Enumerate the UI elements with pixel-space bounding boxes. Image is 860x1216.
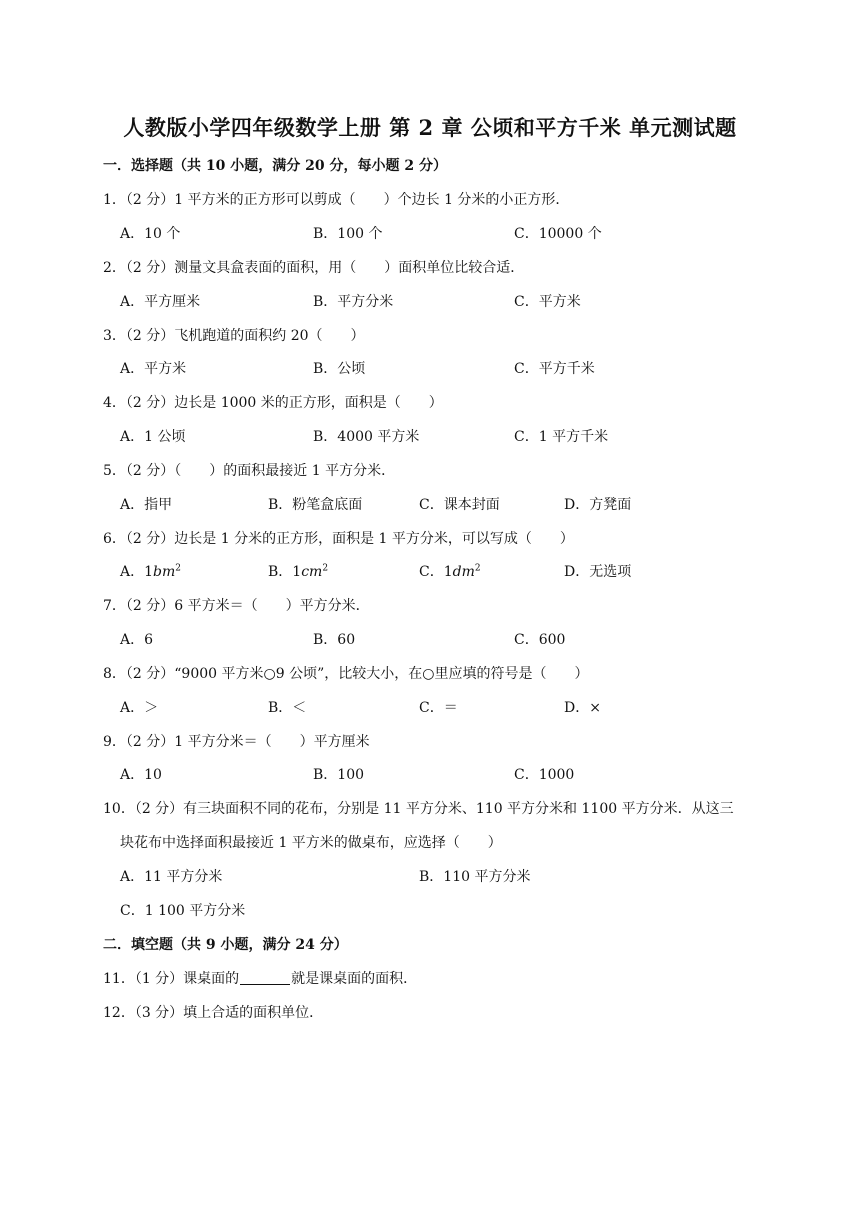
question-2: 2．（2 分）测量文具盒表面的面积，用（ ）面积单位比较合适． [103,260,525,276]
option-5b: B．粉笔盒底面 [268,497,363,513]
option-2a: A．平方厘米 [120,294,201,310]
option-3c: C．平方千米 [514,361,595,377]
question-3: 3．（2 分）飞机跑道的面积约 20（ ） [103,328,365,344]
option-6b: B．$1cm^2$ [268,563,329,580]
option-7b: B．60 [313,632,356,648]
question-9: 9．（2 分）1 平方分米＝（ ）平方厘米 [103,734,370,750]
question-4: 4．（2 分）边长是 1000 米的正方形，面积是（ ） [103,395,443,411]
option-8c: C．＝ [419,700,458,716]
question-7: 7．（2 分）6 平方米＝（ ）平方分米． [103,598,370,614]
question-6: 6．（2 分）边长是 1 分米的正方形，面积是 1 平方分米，可以写成（ ） [103,531,574,547]
option-4b: B．4000 平方米 [313,429,420,445]
question-11: 11．（1 分）课桌面的 就是课桌面的面积． [103,971,418,987]
section-heading-fill: 二．填空题（共 9 小题，满分 24 分） [103,937,348,953]
option-3a: A．平方米 [120,361,187,377]
question-10-line1: 10．（2 分）有三块面积不同的花布，分别是 11 平方分米、110 平方分米和 1100 平方分米．从这三 [103,801,734,817]
document-title: 人教版小学四年级数学上册 第 2 章 公顷和平方千米 单元测试题 [123,115,737,140]
option-5a: A．指甲 [120,497,173,513]
option-1b: B．100 个 [313,226,383,242]
question-12: 12．（3 分）填上合适的面积单位． [103,1005,324,1021]
option-7c: C．600 [514,632,566,648]
option-6c: C．$1dm^2$ [419,563,481,580]
option-1c: C．10000 个 [514,226,602,242]
option-8d: D．× [564,700,601,716]
option-8b: B．＜ [268,700,307,716]
option-9a: A．10 [120,767,162,783]
option-5c: C．课本封面 [419,497,500,513]
option-4c: C．1 平方千米 [514,429,609,445]
question-1: 1．（2 分）1 平方米的正方形可以剪成（ ）个边长 1 分米的小正方形． [103,192,570,208]
option-2c: C．平方米 [514,294,581,310]
option-10a: A．11 平方分米 [120,869,223,885]
option-9b: B．100 [313,767,365,783]
question-10-line2: 块花布中选择面积最接近 1 平方米的做桌布，应选择（ ） [120,835,502,851]
option-1a: A．10 个 [120,226,181,242]
option-8a: A．＞ [120,700,159,716]
option-2b: B．平方分米 [313,294,394,310]
option-7a: A．6 [120,632,154,648]
option-6a: A．$1bm^2$ [120,563,182,580]
answer-blank [240,970,290,985]
section-heading-choice: 一．选择题（共 10 小题，满分 20 分，每小题 2 分） [103,158,447,174]
question-5: 5．（2 分）（ ）的面积最接近 1 平方分米． [103,463,396,479]
option-10c: C．1 100 平方分米 [120,903,246,919]
option-5d: D．方凳面 [564,497,632,513]
option-3b: B．公顷 [313,361,366,377]
option-4a: A．1 公顷 [120,429,186,445]
question-8: 8．（2 分）“9000 平方米○9 公顷”，比较大小，在○里应填的符号是（ ） [103,666,589,682]
option-9c: C．1000 [514,767,575,783]
option-6d: D．无选项 [564,564,632,580]
option-10b: B．110 平方分米 [419,869,531,885]
